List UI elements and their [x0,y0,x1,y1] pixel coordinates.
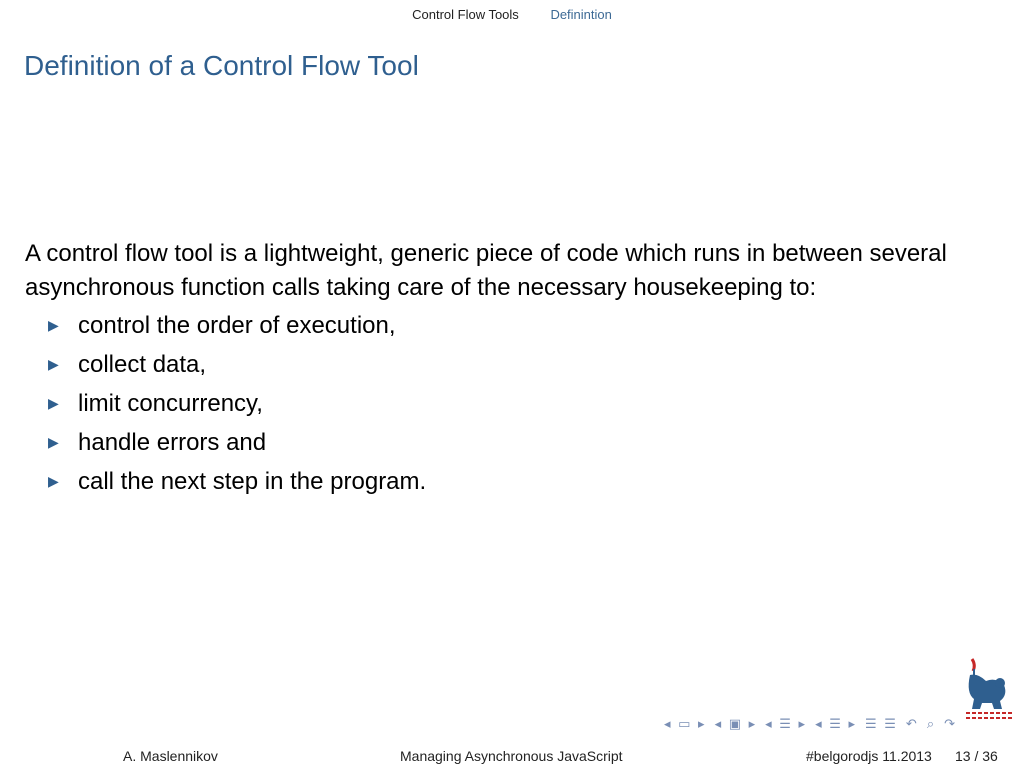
slide-footer [0,746,1024,768]
undo-icon[interactable]: ↶ [905,716,919,731]
bullet-text: limit concurrency, [78,390,263,417]
search-icon[interactable]: ⌕ [926,716,937,731]
triangle-right-icon: ▶ [48,395,59,411]
beamer-navigation-controls [664,716,957,732]
footer-event: #belgorodjs 11.2013 [806,748,932,764]
slide-title: Definition of a Control Flow Tool [24,50,419,81]
section-nav-icon[interactable]: ◂ ☰ ▸ [765,716,808,731]
footer-author: A. Maslennikov [123,748,218,764]
footer-talk-title: Managing Asynchronous JavaScript [400,748,623,764]
triangle-right-icon: ▶ [48,356,59,372]
bullet-text: collect data, [78,351,207,378]
lion-crest-icon [962,655,1016,721]
bullet-text: call the next step in the program. [78,468,427,495]
list-item [48,306,426,345]
part-nav-icon[interactable]: ◂ ☰ ▸ [815,716,857,731]
nav-subsection[interactable]: Definintion [550,7,612,22]
triangle-right-icon: ▶ [48,434,59,450]
bullet-text: control the order of execution, [78,312,396,339]
redo-icon[interactable]: ↷ [944,716,958,731]
list-item [48,345,426,384]
triangle-right-icon: ▶ [48,317,59,333]
header-navigation [0,7,1024,22]
footer-page-number: 13 / 36 [955,748,998,764]
document-nav-icon[interactable]: ☰ ☰ [865,716,898,731]
nav-section[interactable]: Control Flow Tools [412,7,519,22]
triangle-right-icon: ▶ [48,473,59,489]
bullet-list [48,306,426,501]
slide-intro-text: A control flow tool is a lightweight, generic piece of code which runs in between several asynchronous function calls taking care of the necessary housekeeping to: [25,240,947,301]
list-item [48,384,426,423]
subsection-nav-icon[interactable]: ◂ ▣ ▸ [714,716,758,731]
list-item [48,462,426,501]
frame-nav-icon[interactable]: ◂ ▭ ▸ [664,716,707,731]
bullet-text: handle errors and [78,429,267,456]
list-item [48,423,426,462]
